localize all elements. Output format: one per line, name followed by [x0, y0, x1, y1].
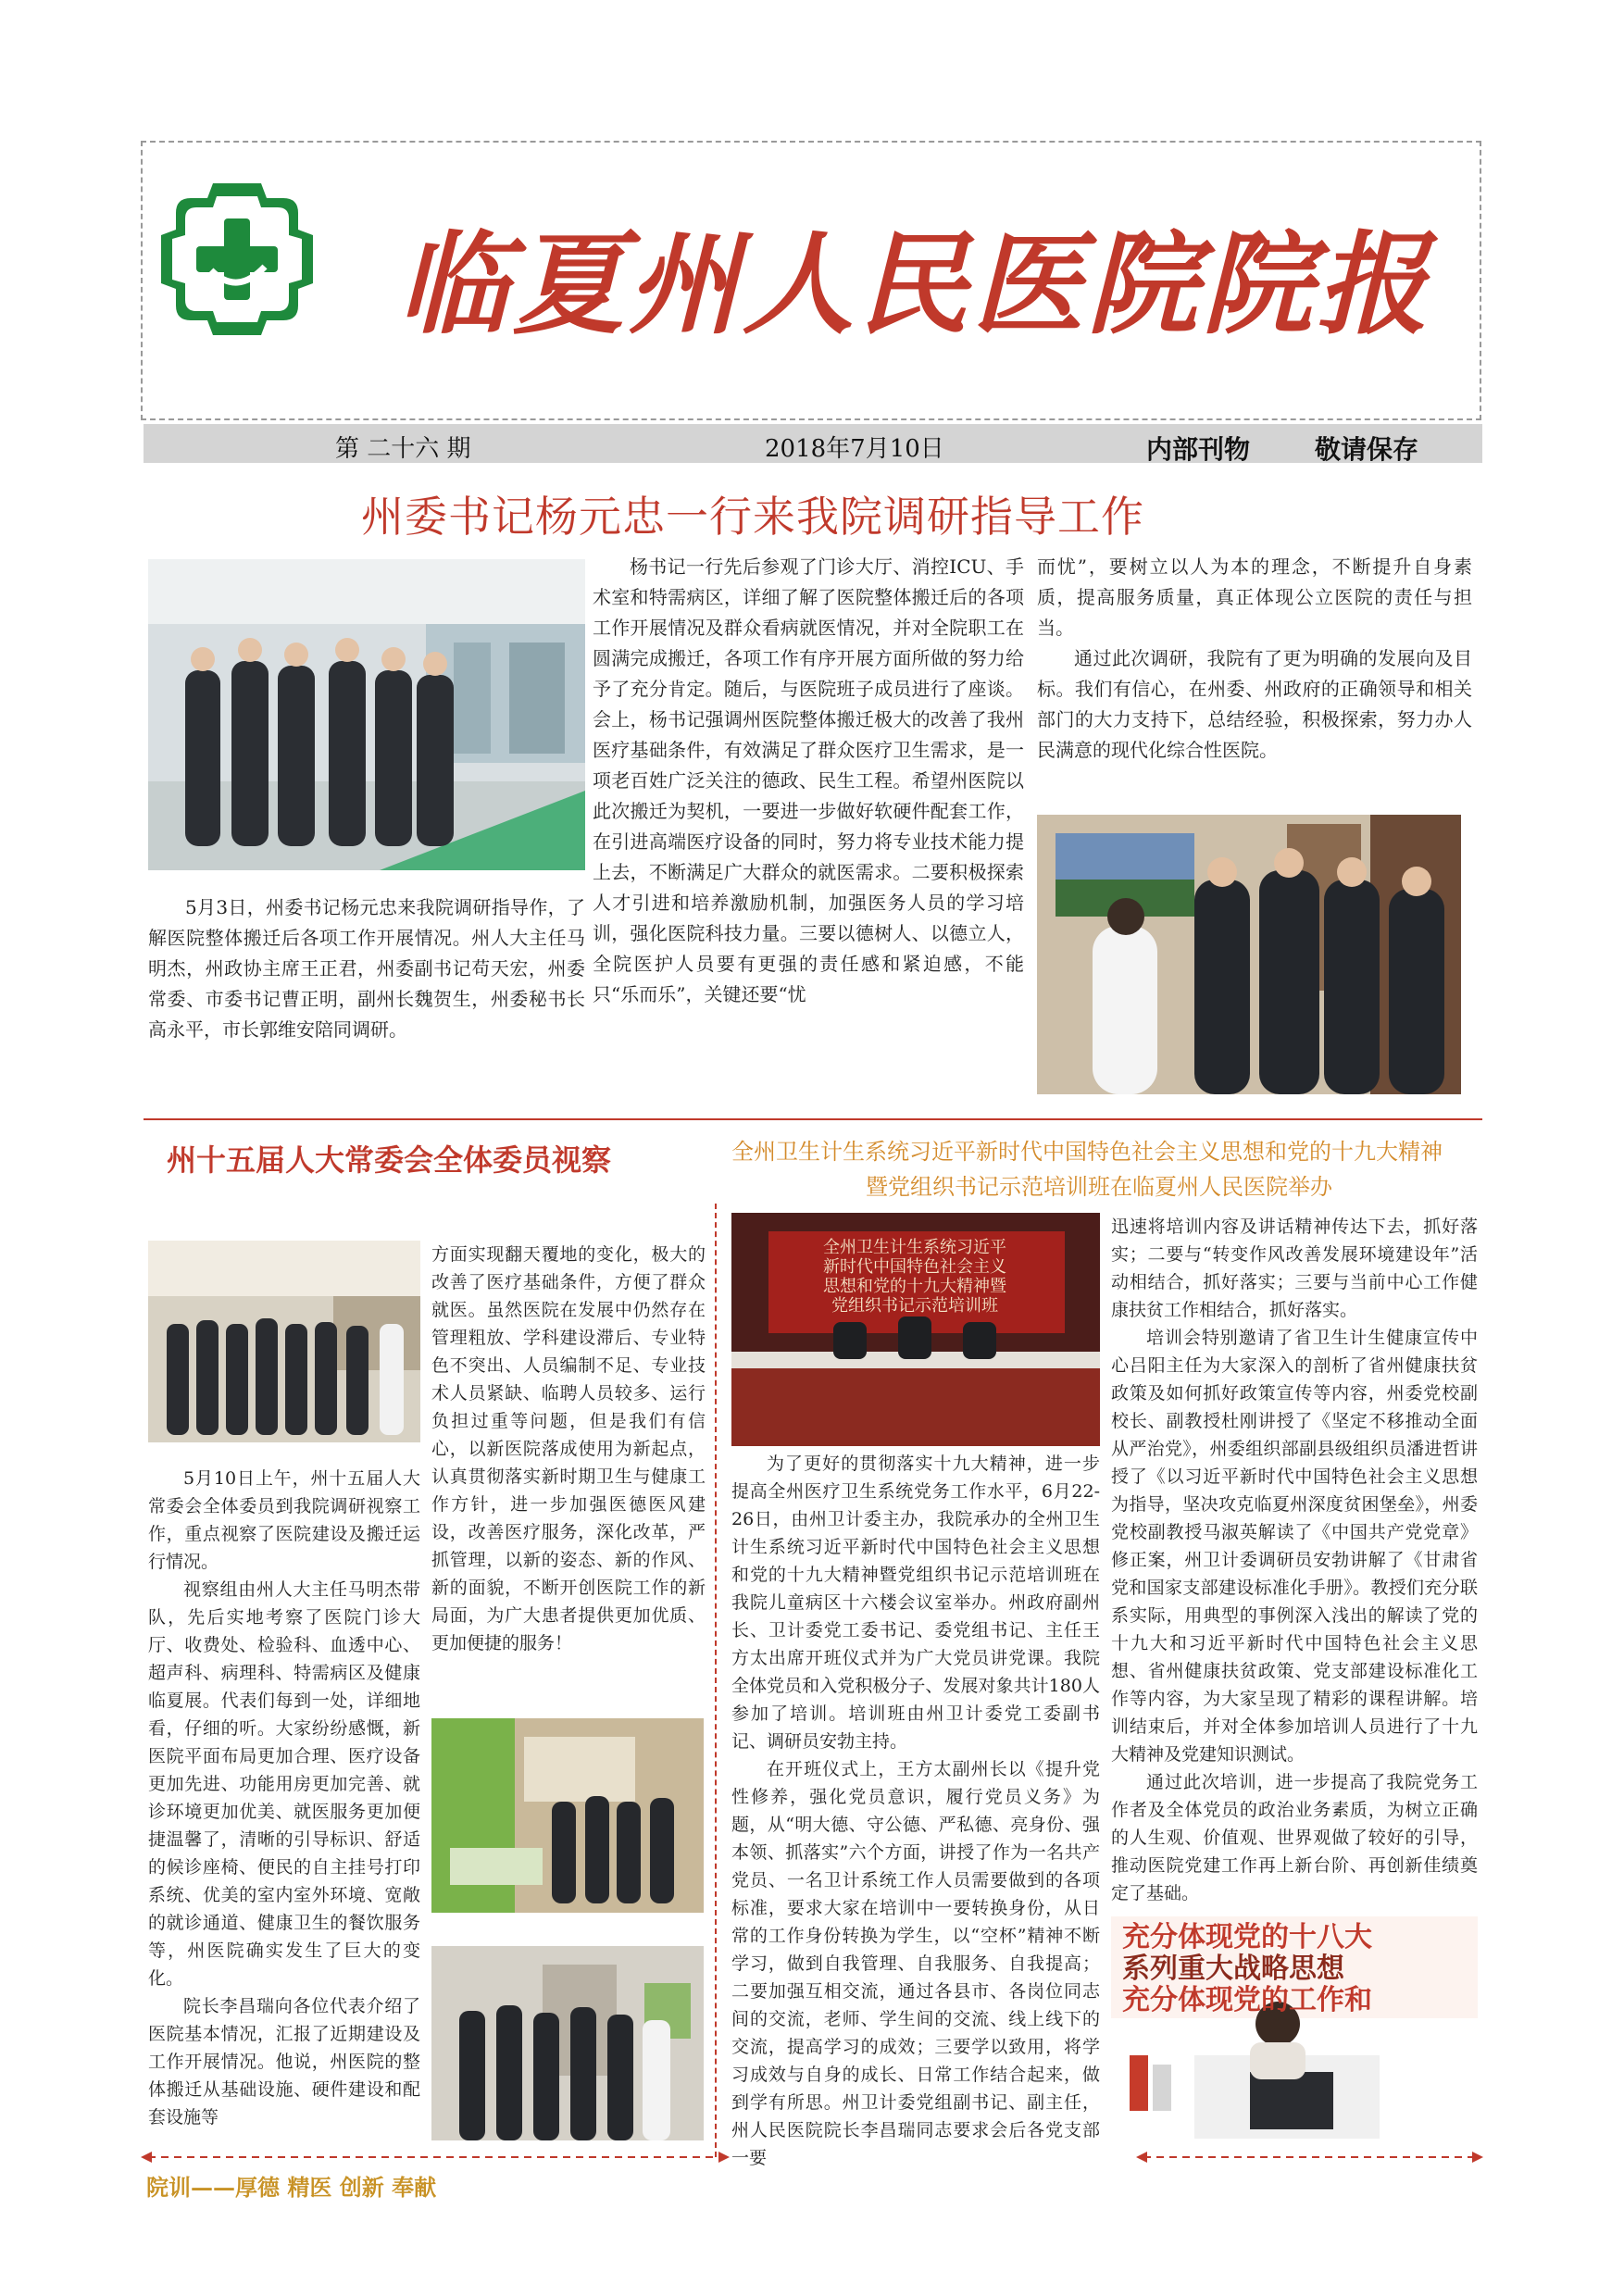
- article3-paragraph: 在开班仪式上，王方太副州长以《提升党性修养，强化党员意识，履行党员义务》为题，从“明大德、守公德、严私德、亮身份、强本领、抓落实”六个方面，讲授了作为一名共产党员、一名卫计系统工作人员需要做到的各项标准，要求大家在培训中一要转换身份，从日常的工作身份转换为学生，以“空杯”精神不断学习，做到自我管理、自我服务、自我提高；二要加强互相交流，通过各县市、各岗位同志间的交流，老师、学生间的交流、线上线下的交流，提高学习的成效；三要学以致用，将学习成效与自身的成长、日常工作结合起来，做到学有所思。州卫计委党组副书记、副主任，州人民医院院长李昌瑞同志要求会后各党支部一要: [731, 1759, 1100, 2168]
- banner-line: 党组织书记示范培训班: [831, 1296, 998, 1316]
- article3-column-1: [731, 1450, 1100, 2172]
- banner-line: 全州卫生计生系统习近平: [823, 1238, 1006, 1257]
- photo-officials-lobby: [148, 559, 585, 870]
- hospital-motto: 院训——厚德 精医 创新 奉献: [146, 2174, 437, 2201]
- lecture-screen: [1122, 1922, 1474, 2016]
- article3-paragraph: 为了更好的贯彻落实十九大精神，进一步提高全州医疗卫生系统党务工作水平，6月22-26日，由州卫计委主办，我院承办的全州卫生计生系统习近平新时代中国特色社会主义思想和党的十九大精神暨党组织书记示范培训班在我院儿童病区十六楼会议室举办。州政府副州长、卫计委党工委书记、委党组书记、主任王方太出席开班仪式并为广大党员讲党课。我院全体党员和入党积极分子、发展对象共计180人参加了培训。培训班由州卫计委党工委副书记、调研员安勃主持。: [731, 1454, 1100, 1752]
- banner-line: 思想和党的十九大精神暨: [823, 1277, 1006, 1296]
- banner-line: 新时代中国特色社会主义: [823, 1257, 1006, 1277]
- article3-paragraph: 通过此次培训，进一步提高了我院党务工作者及全体党员的政治业务素质，为树立正确的人生观、价值观、世界观做了较好的引导，推动医院党建工作再上新台阶、再创新佳绩奠定了基础。: [1111, 1772, 1478, 1903]
- screen-line: 充分体现党的工作和: [1122, 1984, 1372, 2016]
- internal-label: 内部刊物: [1146, 434, 1251, 465]
- screen-line: 系列重大战略思想: [1122, 1953, 1344, 1985]
- article2-column-1: [148, 1465, 420, 2131]
- screen-line: 充分体现党的十八大: [1122, 1922, 1372, 1953]
- article2-paragraph: 方面实现翻天覆地的变化，极大的改善了医疗基础条件，方便了群众就医。虽然医院在发展中仍然存在管理粗放、学科建设滞后、专业特色不突出、人员编制不足、专业技术人员紧缺、临聘人员较多、运行负担过重等问题，但是我们有信心，以新医院落成使用为新起点，认真贯彻落实新时期卫生与健康工作方针，进一步加强医德医风建设，改善医疗服务，深化改革，严抓管理，以新的姿态、新的作风、新的面貌，不断开创医院工作的新局面，为广大患者提供更加优质、更加便捷的服务！: [431, 1244, 706, 1653]
- article3-paragraph: 培训会特别邀请了省卫生计生健康宣传中心吕阳主任为大家深入的剖析了省州健康扶贫政策及如何抓好政策宣传等内容，州委党校副校长、副教授杜刚讲授了《坚定不移推动全面从严治党》，州委组织部副县级组织员潘进哲讲授了《以习近平新时代中国特色社会主义思想为指导，坚决攻克临夏州深度贫困堡垒》，州委党校副教授马淑英解读了《中国共产党党章》修正案，州卫计委调研员安勃讲解了《甘肃省党和国家支部建设标准化手册》。教授们充分联系实际，用典型的事例深入浅出的解读了党的十九大和习近平新时代中国特色社会主义思想、省州健康扶贫政策、党支部建设标准化工作等内容，为大家呈现了精彩的课程讲解。培训结束后，并对全体参加培训人员进行了十九大精神及党建知识测试。: [1111, 1328, 1478, 1765]
- photo-officials-doctor: [1037, 815, 1461, 1094]
- issue-number: 第 二十六 期: [335, 435, 471, 463]
- article1-paragraph: 通过此次调研，我院有了更为明确的发展向及目标。我们有信心，在州委、州政府的正确领导和相关部门的大力支持下，总结经验，积极探索，努力办人民满意的现代化综合性医院。: [1037, 647, 1472, 761]
- column-divider: [715, 1204, 717, 2157]
- article2-headline: 州十五届人大常委会全体委员视察: [167, 1142, 612, 1178]
- photo-npc-inspection: [148, 1241, 420, 1442]
- article1-column-3: [1037, 552, 1472, 766]
- article2-column-2: [431, 1241, 706, 1657]
- issue-date: 2018年7月10日: [765, 435, 944, 463]
- article1-paragraph: 而忧”，要树立以人为本的理念，不断提升自身素质，提高服务质量，真正体现公立医院的责任与担当。: [1037, 555, 1472, 639]
- article1-paragraph: 杨书记一行先后参观了门诊大厅、消控ICU、手术室和特需病区，详细了解了医院整体搬迁后的各项工作开展情况及群众看病就医情况，并对全院职工在圆满完成搬迁，各项工作有序开展方面所做的努力给予了充分肯定。随后，与医院班子成员进行了座谈。会上，杨书记强调州医院整体搬迁极大的改善了我州医疗基础条件，有效满足了群众医疗卫生需求，是一项老百姓广泛关注的德政、民生工程。希望州医院以此次搬迁为契机，一要进一步做好软硬件配套工作，在引进高端医疗设备的同时，努力将专业技术能力提上去，不断满足广大群众的就医需求。二要积极探索人才引进和培养激励机制，加强医务人员的学习培训，强化医院科技力量。三要以德树人、以德立人，全院医护人员要有更强的责任感和紧迫感，不能只“乐而乐”，关键还要“忧: [593, 555, 1024, 1005]
- article1-column-2: [593, 552, 1024, 1010]
- article2-paragraph: 5月10日上午，州十五届人大常委会全体委员到我院调研视察工作，重点视察了医院建设及搬迁运行情况。: [148, 1468, 420, 1572]
- article2-paragraph: 视察组由州人大主任马明杰带队，先后实地考察了医院门诊大厅、收费处、检验科、血透中心、超声科、病理科、特需病区及健康临夏展。代表们每到一处，详细地看，仔细的听。大家纷纷感慨，新医院平面布局更加合理、医疗设备更加先进、功能用房更加完善、就诊环境更加优美、就医服务更加便捷温馨了，清晰的引导标识、舒适的候诊座椅、便民的自主挂号打印系统、优美的室内室外环境、宽敞的就诊通道、健康卫生的餐饮服务等，州医院确实发生了巨大的变化。: [148, 1579, 420, 1989]
- article3-column-2: [1111, 1213, 1478, 1907]
- article1-paragraph: 5月3日，州委书记杨元忠来我院调研指导作，了解医院整体搬迁后各项工作开展情况。州人大主任马明杰，州政协主席王正君，州委副书记苟天宏，州委常委、市委书记曹正明，副州长魏贺生，州委秘书长高永平，市长郭维安陪同调研。: [148, 896, 585, 1041]
- article3-headline-line-1: 全州卫生计生系统习近平新时代中国特色社会主义思想和党的十九大精神: [731, 1139, 1443, 1165]
- article3-headline-line-2: 暨党组织书记示范培训班在临夏州人民医院举办: [866, 1174, 1332, 1200]
- section-divider: [144, 1118, 1482, 1120]
- article1-headline: 州委书记杨元忠一行来我院调研指导工作: [361, 492, 1144, 542]
- article2-paragraph: 院长李昌瑞向各位代表介绍了医院基本情况，汇报了近期建设及工作开展情况。他说，州医院的整体搬迁从基础设施、硬件建设和配套设施等: [148, 1996, 420, 2128]
- hospital-cross-logo: [156, 178, 319, 341]
- photo-exhibition: [431, 1718, 704, 1913]
- keep-label: 敬请保存: [1315, 434, 1419, 465]
- training-banner: [776, 1238, 1054, 1316]
- newspaper-title: 临夏州人民医院院报: [398, 219, 1431, 350]
- photo-corridor: [431, 1946, 704, 2140]
- article1-column-1: [148, 892, 585, 1045]
- footer-arrow-rule: [139, 2148, 1485, 2166]
- article3-paragraph: 迅速将培训内容及讲话精神传达下去，抓好落实；二要与“转变作风改善发展环境建设年”活动相结合，抓好落实；三要与当前中心工作健康扶贫工作相结合，抓好落实。: [1111, 1217, 1478, 1320]
